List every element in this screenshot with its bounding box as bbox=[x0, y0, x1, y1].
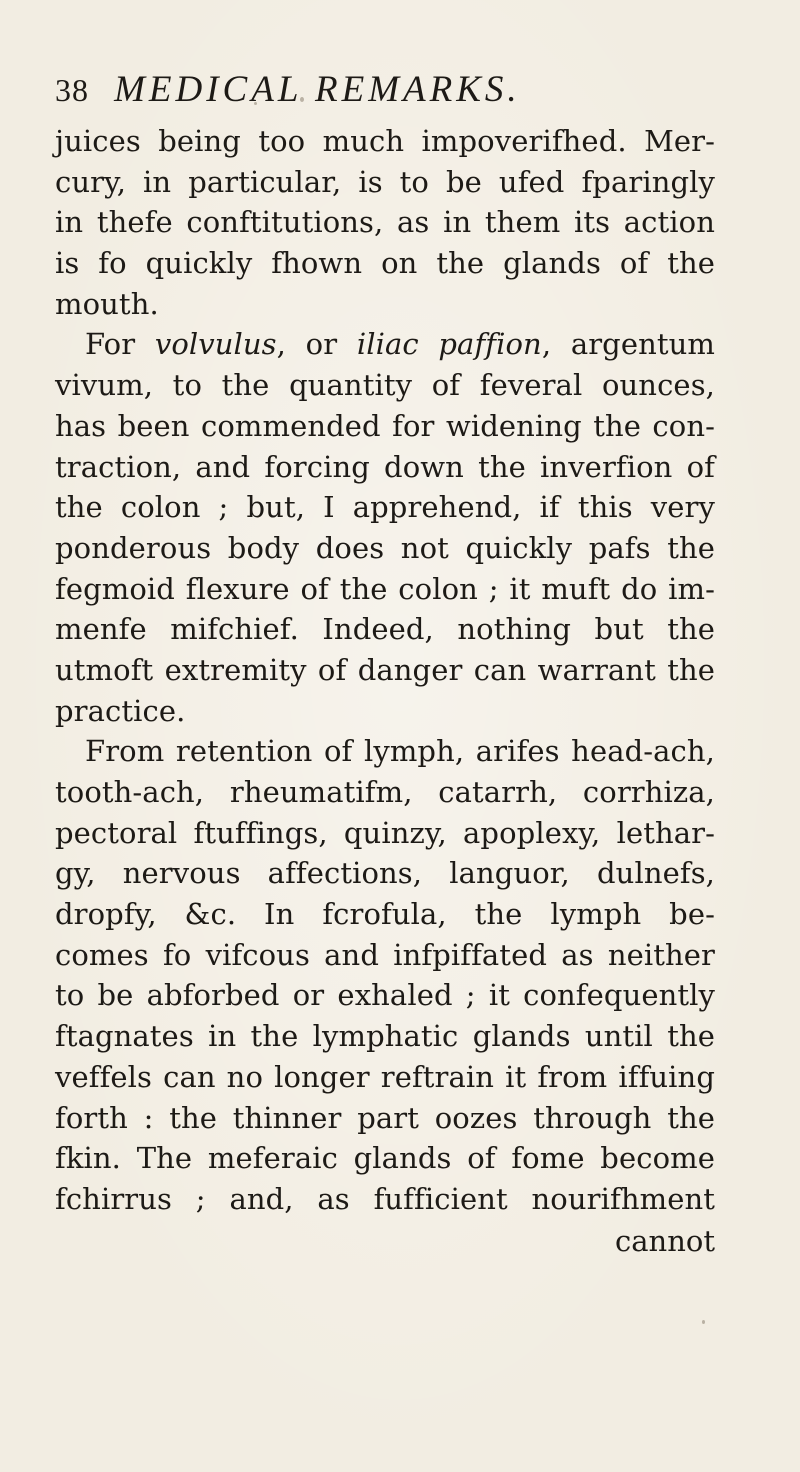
text-line bbox=[55, 691, 715, 732]
italic-text: iliac paffion bbox=[356, 327, 542, 362]
text-line bbox=[55, 528, 715, 569]
text-line bbox=[55, 569, 715, 610]
text-segment: comes fo vifcous and infpiffated as neither bbox=[55, 937, 715, 972]
text-line bbox=[55, 731, 715, 772]
text-line bbox=[55, 853, 715, 894]
body-text bbox=[55, 121, 715, 1220]
text-segment: ponderous body does not quickly pafs the bbox=[55, 530, 715, 565]
text-line bbox=[55, 202, 715, 243]
ink-speck bbox=[300, 97, 304, 102]
text-line bbox=[55, 487, 715, 528]
text-segment: fkin. The meferaic glands of fome become bbox=[55, 1141, 715, 1176]
page-number: 38 bbox=[55, 72, 89, 108]
text-segment: dropfy, &c. In fcrofula, the lymph be- bbox=[55, 897, 715, 932]
text-segment: in thefe conftitutions, as in them its action bbox=[55, 205, 715, 240]
italic-text: volvulus bbox=[154, 327, 277, 362]
text-segment: tooth-ach, rheumatifm, catarrh, corrhiza, bbox=[55, 775, 715, 809]
text-segment: , or bbox=[276, 327, 357, 362]
text-segment: traction, and forcing down the inverfion of bbox=[55, 449, 715, 484]
text-line bbox=[55, 121, 715, 162]
text-line bbox=[55, 1138, 715, 1179]
text-segment: From retention of lymph, arifes head-ach, bbox=[85, 734, 715, 769]
text-line bbox=[55, 324, 715, 365]
text-segment: fegmoid flexure of the colon ; it muft do im- bbox=[55, 571, 715, 606]
text-line bbox=[55, 1016, 715, 1057]
text-segment: forth : the thinner part oozes through the bbox=[55, 1100, 715, 1135]
text-segment: For bbox=[85, 327, 155, 362]
page-header bbox=[55, 68, 695, 116]
catchword-text: cannot bbox=[615, 1224, 715, 1258]
text-segment: menfe mifchief. Indeed, nothing but the bbox=[55, 612, 715, 647]
ink-speck bbox=[702, 1320, 705, 1324]
text-line bbox=[55, 447, 715, 488]
text-segment: the colon ; but, I apprehend, if this very bbox=[55, 490, 715, 525]
text-line bbox=[55, 975, 715, 1016]
text-line bbox=[55, 162, 715, 203]
text-segment: ftagnates in the lymphatic glands until the bbox=[55, 1019, 715, 1054]
text-segment: practice. bbox=[55, 693, 186, 728]
text-segment: utmoft extremity of danger can warrant the bbox=[55, 652, 715, 687]
text-segment: has been commended for widening the con- bbox=[55, 408, 715, 443]
text-line bbox=[55, 1179, 715, 1220]
text-line bbox=[55, 813, 715, 854]
text-segment: fchirrus ; and, as fufficient nourifhment bbox=[55, 1181, 715, 1216]
running-head: MEDICAL REMARKS. bbox=[114, 69, 521, 110]
text-line bbox=[55, 772, 715, 813]
text-segment: gy, nervous affections, languor, dulnefs, bbox=[55, 856, 715, 891]
text-segment: mouth. bbox=[55, 286, 159, 321]
catchword bbox=[55, 1221, 715, 1262]
text-line bbox=[55, 365, 715, 406]
text-segment: juices being too much impoverifhed. Mer- bbox=[55, 124, 715, 158]
text-segment: cury, in particular, is to be ufed fparingly bbox=[55, 164, 715, 199]
text-segment: is fo quickly fhown on the glands of the bbox=[55, 246, 715, 281]
text-line bbox=[55, 406, 715, 447]
text-line bbox=[55, 1057, 715, 1098]
text-segment: , argentum bbox=[541, 327, 716, 362]
text-line bbox=[55, 609, 715, 650]
text-line bbox=[55, 284, 715, 325]
text-line bbox=[55, 650, 715, 691]
text-segment: veffels can no longer reftrain it from iffuing bbox=[55, 1059, 715, 1094]
text-line bbox=[55, 894, 715, 935]
text-segment: vivum, to the quantity of feveral ounces, bbox=[55, 368, 715, 403]
text-segment: pectoral ftuffings, quinzy, apoplexy, lethar- bbox=[55, 815, 715, 850]
text-segment: to be abforbed or exhaled ; it confequently bbox=[55, 978, 715, 1013]
text-line bbox=[55, 935, 715, 976]
text-line bbox=[55, 1098, 715, 1139]
ink-speck bbox=[254, 102, 257, 105]
text-line bbox=[55, 243, 715, 284]
